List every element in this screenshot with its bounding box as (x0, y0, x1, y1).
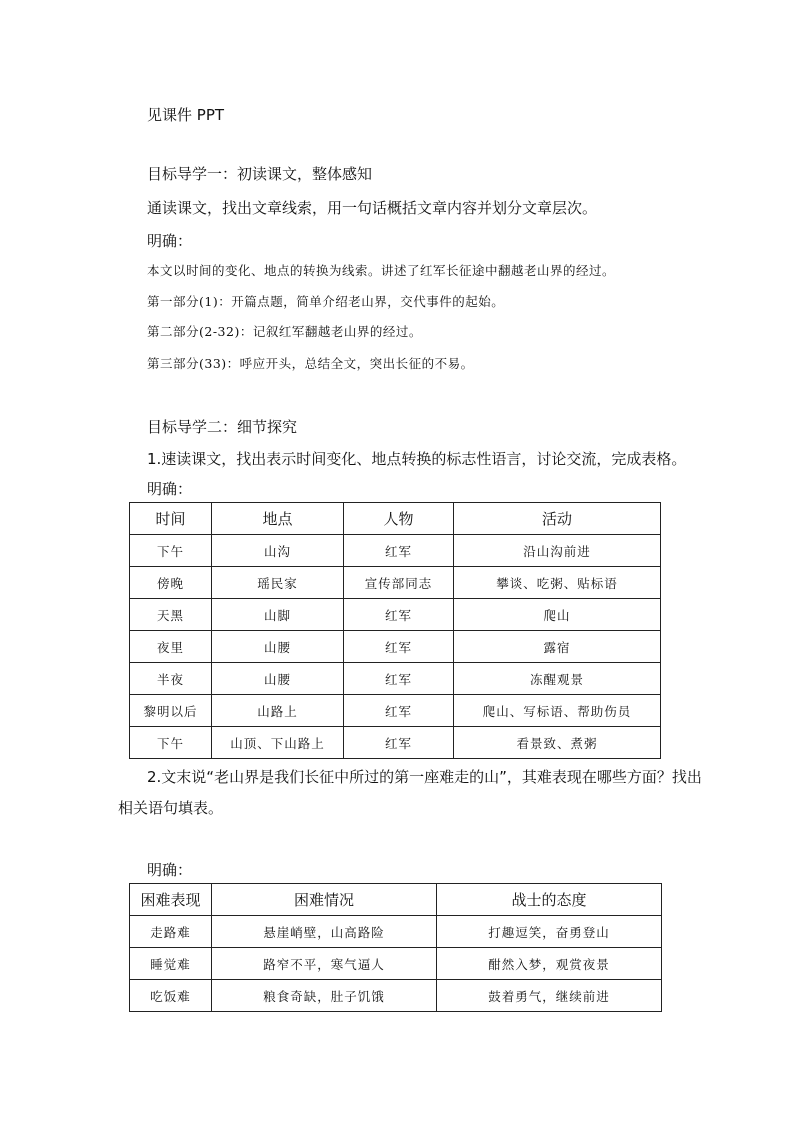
table-row (130, 727, 661, 759)
column-header: 困难情况 (212, 884, 437, 916)
table-cell: 红军 (344, 599, 454, 631)
table-row (130, 631, 661, 663)
column-header: 人物 (344, 503, 454, 535)
table-cell: 冻醒观景 (454, 663, 661, 695)
table-cell: 路窄不平，寒气逼人 (212, 948, 437, 980)
table-cell: 下午 (130, 727, 212, 759)
table-cell: 红军 (344, 535, 454, 567)
section1-line: 第一部分(1)：开篇点题，简单介绍老山界，交代事件的起始。 (147, 294, 505, 309)
table-header-row (130, 884, 662, 916)
intro-text: 见课件 PPT (147, 106, 225, 124)
table-row (130, 663, 661, 695)
section1-answer-label: 明确： (147, 232, 193, 250)
table-cell: 红军 (344, 663, 454, 695)
table-cell: 悬崖峭壁，山高路险 (212, 916, 437, 948)
table-cell: 红军 (344, 727, 454, 759)
table-cell: 沿山沟前进 (454, 535, 661, 567)
section1-task: 通读课文，找出文章线索，用一句话概括文章内容并划分文章层次。 (147, 199, 598, 217)
table-cell: 夜里 (130, 631, 212, 663)
difficulty-table (129, 883, 662, 1012)
table-row (130, 535, 661, 567)
table-row (130, 695, 661, 727)
table-cell: 红军 (344, 695, 454, 727)
table-cell: 宣传部同志 (344, 567, 454, 599)
table-cell: 粮食奇缺，肚子饥饿 (212, 980, 437, 1012)
section1-line: 本文以时间的变化、地点的转换为线索。讲述了红军长征途中翻越老山界的经过。 (147, 263, 616, 278)
table-cell: 山沟 (212, 535, 344, 567)
table-cell: 下午 (130, 535, 212, 567)
table-cell: 山腰 (212, 663, 344, 695)
answer-label-2: 明确： (147, 861, 193, 879)
table-cell: 半夜 (130, 663, 212, 695)
table-cell: 山顶、下山路上 (212, 727, 344, 759)
table-cell: 傍晚 (130, 567, 212, 599)
table-cell: 爬山 (454, 599, 661, 631)
table-cell: 天黑 (130, 599, 212, 631)
question-2-line-2: 相关语句填表。 (118, 799, 224, 817)
section2-heading: 目标导学二：细节探究 (147, 418, 298, 436)
table-cell: 攀谈、吃粥、贴标语 (454, 567, 661, 599)
column-header: 战士的态度 (437, 884, 662, 916)
table-cell: 看景致、煮粥 (454, 727, 661, 759)
table-row (130, 980, 662, 1012)
question-1: 1.速读课文，找出表示时间变化、地点转换的标志性语言，讨论交流，完成表格。 (147, 450, 687, 468)
table-cell: 山脚 (212, 599, 344, 631)
question-2-line-1: 2.文末说“老山界是我们长征中所过的第一座难走的山”，其难表现在哪些方面？找出 (147, 768, 702, 786)
table-cell: 瑶民家 (212, 567, 344, 599)
table-cell: 鼓着勇气，继续前进 (437, 980, 662, 1012)
table-row (130, 948, 662, 980)
table-row (130, 916, 662, 948)
table-row (130, 599, 661, 631)
table-cell: 走路难 (130, 916, 212, 948)
table-row (130, 567, 661, 599)
table-cell: 爬山、写标语、帮助伤员 (454, 695, 661, 727)
section1-heading: 目标导学一：初读课文，整体感知 (147, 165, 373, 183)
table-cell: 红军 (344, 631, 454, 663)
column-header: 地点 (212, 503, 344, 535)
section1-line: 第三部分(33)：呼应开头，总结全文，突出长征的不易。 (147, 356, 474, 371)
section1-line: 第二部分(2-32)：记叙红军翻越老山界的经过。 (147, 324, 422, 339)
table-cell: 打趣逗笑，奋勇登山 (437, 916, 662, 948)
table-cell: 睡觉难 (130, 948, 212, 980)
table-cell: 酣然入梦，观赏夜景 (437, 948, 662, 980)
table-cell: 山腰 (212, 631, 344, 663)
answer-label-1: 明确： (147, 480, 193, 498)
column-header: 困难表现 (130, 884, 212, 916)
column-header: 活动 (454, 503, 661, 535)
table-cell: 山路上 (212, 695, 344, 727)
table-header-row (130, 503, 661, 535)
table-cell: 吃饭难 (130, 980, 212, 1012)
column-header: 时间 (130, 503, 212, 535)
timeline-table (129, 502, 661, 759)
table-cell: 黎明以后 (130, 695, 212, 727)
table-cell: 露宿 (454, 631, 661, 663)
